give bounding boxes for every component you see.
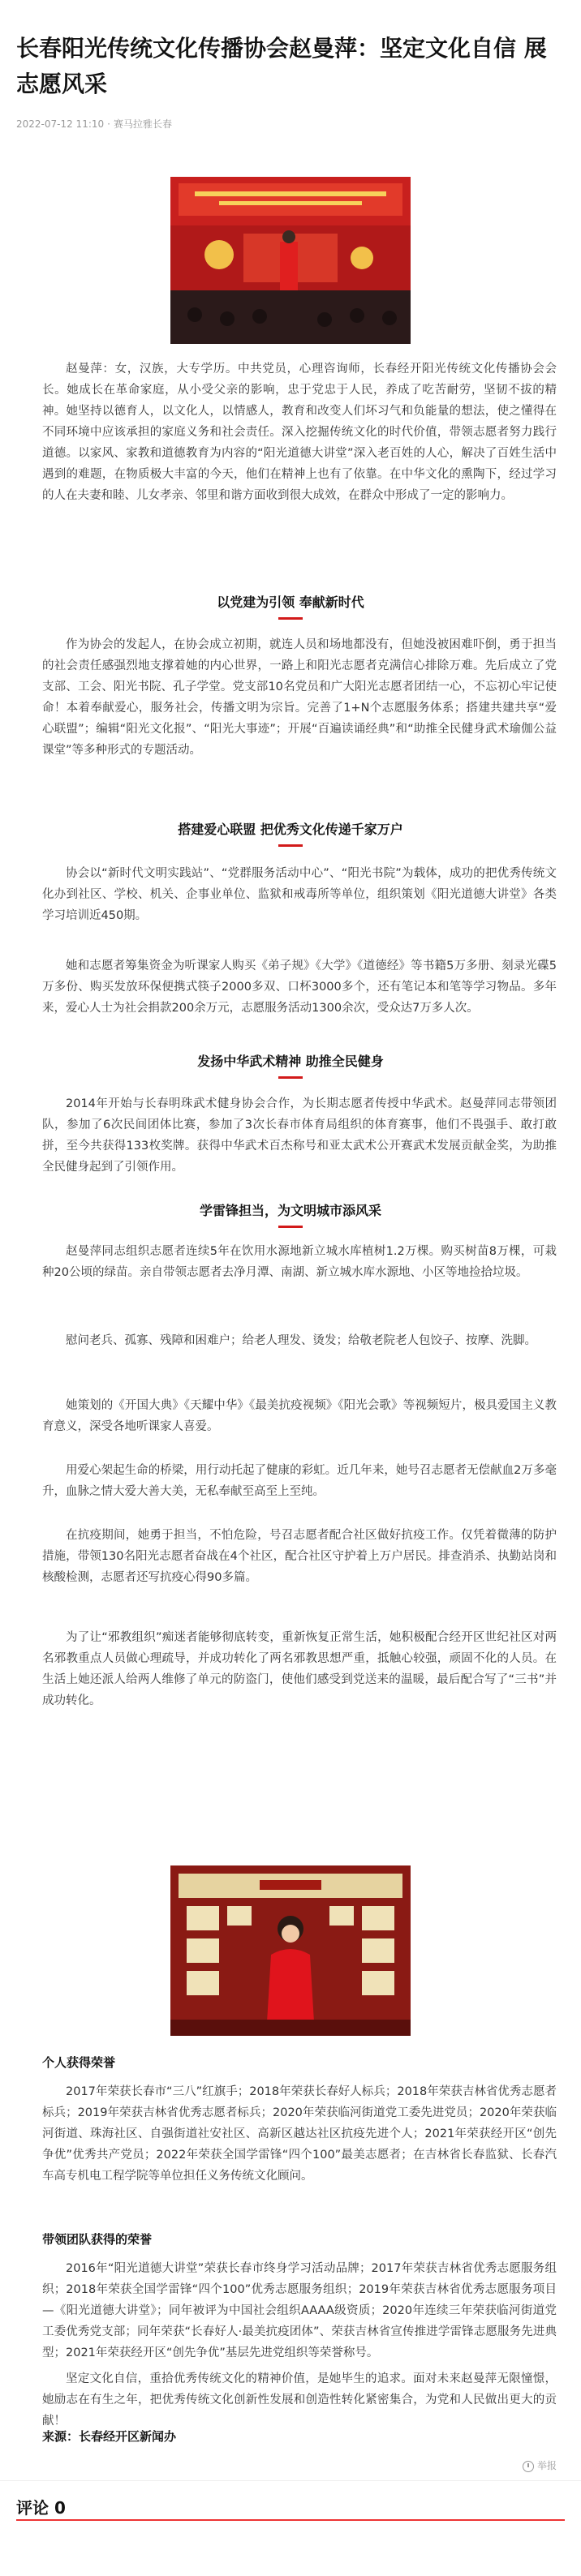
section-heading-martial-arts bbox=[0, 1051, 581, 1079]
section-heading-text: 搭建爱心联盟 把优秀文化传递千家万户 bbox=[178, 822, 403, 837]
source-account-link[interactable]: 赛马拉雅长春 bbox=[113, 118, 172, 130]
heading-accent-bar bbox=[278, 844, 303, 847]
portrait-photo bbox=[170, 1865, 411, 2036]
report-link[interactable] bbox=[523, 2458, 557, 2472]
section-heading-love-alliance bbox=[0, 819, 581, 847]
paragraph-party: 作为协会的发起人，在协会成立初期，就连人员和场地都没有，但她没被困难吓倒，勇于担当的社会责任感强烈地支撑着她的内心世界，一路上和阳光志愿者克满信心排除万难。先后成立了党支部、工会、阳光书院、孔子学堂。党支部10名党员和广大阳光志愿者团结一心，不忘初心牢记使命！本着奉献爱心，服务社会，传播文明为宗旨。完善了1+N个志愿服务体系；搭建共建共享“爱心联盟”；编辑“阳光文化报”、“阳光大事迹”；开展“百遍读诵经典”和“助推全民健身武术瑜伽公益课堂”等多种形式的专题活动。 bbox=[42, 638, 557, 757]
footer-divider bbox=[0, 2480, 581, 2481]
paragraph-tree-planting: 赵曼萍同志组织志愿者连续5年在饮用水源地新立城水库植树1.2万棵。购买树苗8万棵，可栽种20公顷的绿苗。亲自带领志愿者去净月潭、南湖、新立城水库水源地、小区等地捡拾垃圾。 bbox=[42, 1245, 557, 1279]
event-photo-lecture bbox=[170, 177, 411, 344]
publish-date: 2022-07-12 11:10 bbox=[16, 118, 105, 130]
article-title: 长春阳光传统文化传播协会赵曼萍：坚定文化自信 展志愿风采 bbox=[16, 35, 547, 97]
paragraph-videos: 她策划的《开国大典》《天耀中华》《最美抗疫视频》《阳光会歌》等视频短片，极具爱国主义教育意义，深受各地听课家人喜爱。 bbox=[42, 1399, 557, 1433]
heading-accent-bar bbox=[278, 1226, 303, 1228]
article-meta bbox=[16, 117, 172, 131]
paragraph-blood-donation: 用爱心架起生命的桥梁，用行动托起了健康的彩虹。近几年来，她号召志愿者无偿献血2万多毫升，血脉之情大爱大善大美，无私奉献至高至上至纯。 bbox=[42, 1464, 557, 1498]
paragraph-team-honors: 2016年“阳光道德大讲堂”荣获长春市终身学习活动品牌；2017年荣获吉林省优秀志愿服务组织；2018年荣获全国学雷锋“四个100”优秀志愿服务组织；2019年荣获吉林省优秀志愿服务项目—《阳光道德大讲堂》；同年被评为中国社会组织AAAA级资质；2020年连续三年荣获临河街道党工委优秀党支部；同年荣获“长春好人·最美抗疫团体”、荣获吉林省宣传推进学雷锋志愿服务先进典型；2021年荣获经开区“创先争优”基层先进党组织等荣誉称号。 bbox=[42, 2262, 557, 2359]
report-label: 举报 bbox=[536, 2460, 557, 2471]
portrait-illustration bbox=[170, 1865, 411, 2036]
section-heading-text: 以党建为引领 奉献新时代 bbox=[217, 595, 364, 610]
paragraph-martial-arts: 2014年开始与长春明珠武术健身协会合作，为长期志愿者传授中华武术。赵曼萍同志带领团队，参加了6次民间团体比赛，参加了3次长春市体育局组织的体育赛事，他们不畏强手、敢打敢拼，至今共获得133枚奖牌。获得中华武术百杰称号和亚太武术公开赛武术发展贡献金奖，为助推全民健身起到了引领作用。 bbox=[42, 1097, 557, 1174]
heading-accent-bar bbox=[278, 1076, 303, 1079]
paragraph-care-visits: 慰问老兵、孤寡、残障和困难户；给老人理发、烫发；给敬老院老人包饺子、按摩、洗脚。 bbox=[66, 1334, 536, 1347]
section-heading-text: 学雷锋担当，为文明城市添风采 bbox=[199, 1203, 381, 1218]
paragraph-funding: 她和志愿者筹集资金为听课家人购买《弟子规》《大学》《道德经》等书籍5万多册、刻录光碟5万多份、购买发放环保便携式筷子2000多双、口杯3000多个，还有笔记本和笔等学习物品。多年来，爱心人士为社会捐款200余万元，志愿服务活动1300余次，受众达7万多人次。 bbox=[42, 960, 557, 1015]
section-heading-text: 发扬中华武术精神 助推全民健身 bbox=[197, 1054, 384, 1069]
subheading-personal-honors: 个人获得荣誉 bbox=[42, 2055, 116, 2070]
lecture-hall-illustration bbox=[170, 177, 411, 344]
paragraph-epidemic: 在抗疫期间，她勇于担当，不怕危险，号召志愿者配合社区做好抗疫工作。仅凭着微薄的防护措施，带领130名阳光志愿者奋战在4个社区，配合社区守护着上万户居民。排查消杀、执勤站岗和核酸检测，志愿者还写抗疫心得90多篇。 bbox=[42, 1529, 557, 1584]
comment-count-heading: 评论 0 bbox=[16, 2498, 66, 2518]
subheading-team-honors: 带领团队获得的荣誉 bbox=[42, 2232, 153, 2247]
comment-tab-underline bbox=[16, 2519, 565, 2521]
paragraph-conclusion: 坚定文化自信，重拾优秀传统文化的精神价值，是她毕生的追求。面对未来赵曼萍无限憧憬，她励志在有生之年，把优秀传统文化创新性发展和创造性转化紧密集合，为党和人民做出更大的贡献！ bbox=[42, 2372, 557, 2428]
paragraph-personal-honors: 2017年荣获长春市“三八”红旗手；2018年荣获长春好人标兵；2018年荣获吉林省优秀志愿者标兵；2019年荣获吉林省优秀志愿者标兵；2020年荣获临河街道党工委先进党员；2020年荣获临河街道、珠海社区、自强街道社安社区、高新区越达社区抗疫先进个人；2021年荣获经开区“创先争优”优秀共产党员；2022年荣获全国学雷锋“四个100”最美志愿者；在吉林省长春监狱、长春汽车高专机电工程学院等单位担任义务传统文化顾问。 bbox=[42, 2085, 557, 2183]
section-heading-party bbox=[0, 592, 581, 620]
report-icon bbox=[523, 2461, 534, 2472]
article-source: 来源：长春经开区新闻办 bbox=[42, 2429, 177, 2444]
meta-separator: · bbox=[107, 118, 110, 130]
paragraph-carriers: 协会以“新时代文明实践站”、“党群服务活动中心”、“阳光书院”为载体，成功的把优秀传统文化办到社区、学校、机关、企事业单位、监狱和戒毒所等单位，组织策划《阳光道德大讲堂》各类学习培训近450期。 bbox=[42, 867, 557, 922]
heading-accent-bar bbox=[278, 617, 303, 620]
paragraph-intro: 赵曼萍：女，汉族，大专学历。中共党员，心理咨询师，长春经开阳光传统文化传播协会会长。她成长在革命家庭，从小受父亲的影响，忠于党忠于人民，养成了吃苦耐劳，坚韧不拔的精神。她坚持以德育人，以文化人，以情感人，教育和改变人们坏习气和负能量的想法，使之懂得在不同环境中应该承担的家庭义务和社会责任。深入挖掘传统文化的时代价值，带领志愿者努力践行道德。以家风、家教和道德教育为内容的“阳光道德大讲堂”深入老百姓的人心，解决了百姓生活中遇到的难题，在物质极大丰富的今天，他们在精神上也有了依靠。在中华文化的熏陶下，经过学习的人在夫妻和睦、儿女孝亲、邻里和谐方面收到很大成效，在群众中形成了一定的影响力。 bbox=[42, 363, 557, 502]
paragraph-conversion: 为了让“邪教组织”痴迷者能够彻底转变，重新恢复正常生活，她积极配合经开区世纪社区对两名邪教重点人员做心理疏导，并成功转化了两名邪教思想严重，抵触心较强，顽固不化的人员。在生活上她还派人给两人维修了单元的防盗门，使他们感受到党送来的温暖，最后配合写了“三书”并成功转化。 bbox=[42, 1631, 557, 1707]
section-heading-leifeng bbox=[0, 1200, 581, 1228]
